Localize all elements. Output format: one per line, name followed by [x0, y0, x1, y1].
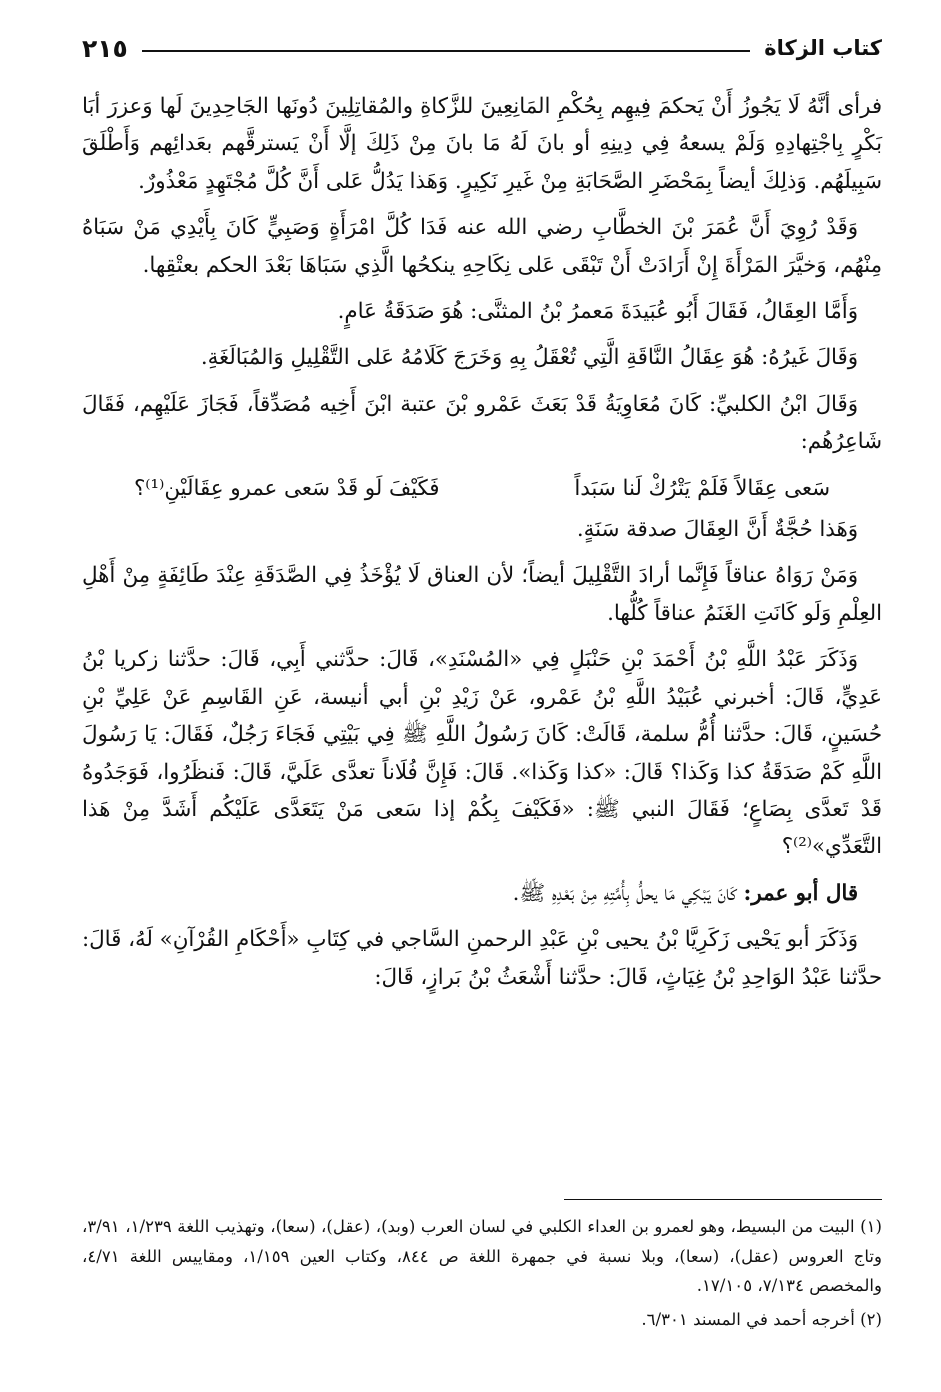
footnote-1: (١) البيت من البسيط، وهو لعمرو بن العداء الكلبي في لسان العرب (وبد)، (عقل)، (سعا)، وتهذيب اللغة ١/٢٣٩، ٣/٩١، وتاج العروس (عقل)، (سعا)، وبلا نسبة في جمهرة اللغة ص ٨٤٤، وكتاب العين ١/١٥٩، ومقاييس اللغة ٤/٧١، والمخصص ٧/١٣٤، ١٧/١٠٥.	[82, 1217, 883, 1296]
paragraph: وَذَكَرَ عَبْدُ اللَّهِ بْنُ أَحْمَدَ بْنِ حَنْبَلٍ فِي «المُسْنَدِ»، قَالَ: حدَّثني أَبِي، قَالَ: حدَّثنا زكريا بْنُ عَدِيٍّ، قَالَ: أخبرني عُبَيْدُ اللَّهِ بْنُ عَمْرو، عَنْ زَيْدِ بْنِ أبي أنيسة، عَنِ القَاسِمِ عَنْ عَلِيِّ بْنِ حُسَينٍ، قَالَ: حدَّثنا أُمُّ سلمة، قَالَتْ: كَانَ رَسُولُ اللَّهِ ﷺ فِي بَيْتِي فَجَاءَ رَجُلٌ، فَقَالَ: يَا رَسُولَ اللَّهِ كَمْ صَدَقَةُ كذا وَكَذا؟ قَالَ: «كذا وَكَذا». قَالَ: فَإِنَّ فُلَاناً تعدَّى عَلَيَّ، قَالَ: فَنظَرُوا، فَوَجَدُوهُ قَدْ تَعدَّى بِصَاعٍ؛ فَقَالَ النبي ﷺ: «فَكَيْفَ بِكُمْ إذا سَعى مَنْ يَتَعَدَّى عَلَيْكُم أَشَدَّ مِنْ هَذا التَّعَدِّي»⁽²⁾؟	[82, 647, 882, 860]
paragraph: فرأى أنَّهُ لَا يَجُوزُ أَنْ يَحكمَ فِيهِم بِحُكْمِ المَانِعِينَ للزَّكاةِ والمُقاتِلِينَ دُونَها الجَاحِدِينَ لَها وَعزرَ أبَا بَكْرٍ بِاجْتِهادِهِ وَلَمْ يسعهُ فِي دِينِهِ أو بانَ لَهُ مَا بانَ مِنْ ذَلِكَ إلَّا أَنْ يَسترقَّهم بعَدائِهم وَأَطْلَقَ سَبِيلَهُم. وَذلِكَ أيضاً بِمَحْضَرِ الصَّحَابَةِ مِنْ غَيرِ نَكِيرٍ. وَهَذا يَدُلُّ عَلى أَنَّ كُلَّ مُجْتَهِدٍ مَعْذُورٌ.	[82, 94, 882, 194]
book-title: كتاب الزكاة	[764, 36, 882, 60]
paragraph: وَقَالَ غَيرُهُ: هُوَ عِقَالُ النَّاقَةِ الَّتِي تُعْقَلُ بِهِ وَخَرَجَ كَلَامُهُ عَلى التَّقْلِيلِ وَالمُبَالَغَةِ.	[200, 345, 858, 371]
page-number: ٢١٥	[82, 33, 128, 63]
paragraph: وَقَالَ ابْنُ الكلبيِّ: كَانَ مُعَاوِيَةُ قَدْ بَعَثَ عَمْرو بْنَ عتبة ابْنَ أَخِيه مُصَدِّقاً، فَجَازَ عَلَيْهِم، فَقَالَ شَاعِرُهُم:	[82, 391, 882, 455]
verse-second-hemistich: فَكَيْفَ لَو قَدْ سَعى عمرو عِقَالَيْنِ⁽¹⁾؟	[134, 475, 440, 501]
footnote-divider	[564, 1199, 882, 1200]
abu-umar-paragraph	[82, 875, 882, 912]
paragraph: وَمَنْ رَوَاهُ عناقاً فَإِنَّما أرادَ التَّقْلِيلَ أيضاً؛ لأن العناق لَا يُؤْخَذُ فِي الصَّدَقَةِ عِنْدَ طَائِفَةٍ مِنْ أَهْلِ العِلْمِ وَلَو كَانَتِ الغَنَمُ عناقاً كُلُّها.	[82, 563, 882, 626]
verse-first-hemistich: سَعى عِقَالاً فَلَمْ يَتْرُكْ لَنا سَبَداً	[574, 475, 830, 501]
paragraph: وَأَمَّا العِقَالُ، فَقَالَ أَبُو عُبَيدَةَ مَعمرُ بْنُ المثنَّى: هُوَ صَدَقَةُ عَامٍ.	[337, 299, 858, 325]
footnote-2: (٢) أخرجه أحمد في المسند ٦/٣٠١.	[641, 1309, 882, 1329]
book-page	[82, 28, 882, 1368]
running-header	[82, 28, 882, 68]
poetry-verse	[82, 470, 882, 507]
abu-umar-text: كَانَ يَبْكِي مَا يحلُّ بِأُمَّتِهِ مِنْ بَعْدِهِ ﷺ.	[512, 880, 737, 906]
abu-umar-lead: قال أبو عمر:	[743, 880, 858, 906]
main-text	[82, 88, 882, 996]
footnotes	[82, 1212, 882, 1338]
header-rule	[142, 50, 750, 52]
paragraph: وَقَدْ رُوِيَ أَنَّ عُمَرَ بْنَ الخطَّابِ رضي الله عنه فَدَا كُلَّ امْرَأَةٍ وَصَبِيٍّ كَانَ بِأَيْدِي مَنْ سَبَاهُ مِنْهُم، وَخيَّرَ المَرْأَةَ إِنْ أَرَادَتْ أَنْ تَبْقَى عَلى نِكَاحِهِ ينكحُها الَّذِي سَبَاهَا بَعْدَ الحكم بعتْقِها.	[82, 215, 882, 278]
paragraph: وَهَذا حُجَّةٌ أَنَّ العِقَالَ صدقة سَنَةٍ.	[576, 517, 858, 543]
paragraph: وَذَكَرَ أبو يَحْيى زَكَرِيَّا بْنُ يحيى بْنِ عَبْدِ الرحمنِ السَّاجي في كِتَابِ «أَحْكَامِ القُرْآنِ» لَهُ، قَالَ: حدَّثنا عَبْدُ الوَاحِدِ بْنُ غِيَاثٍ، قَالَ: حدَّثنا أَشْعَثُ بْنُ بَرازٍ، قَالَ:	[82, 927, 882, 990]
